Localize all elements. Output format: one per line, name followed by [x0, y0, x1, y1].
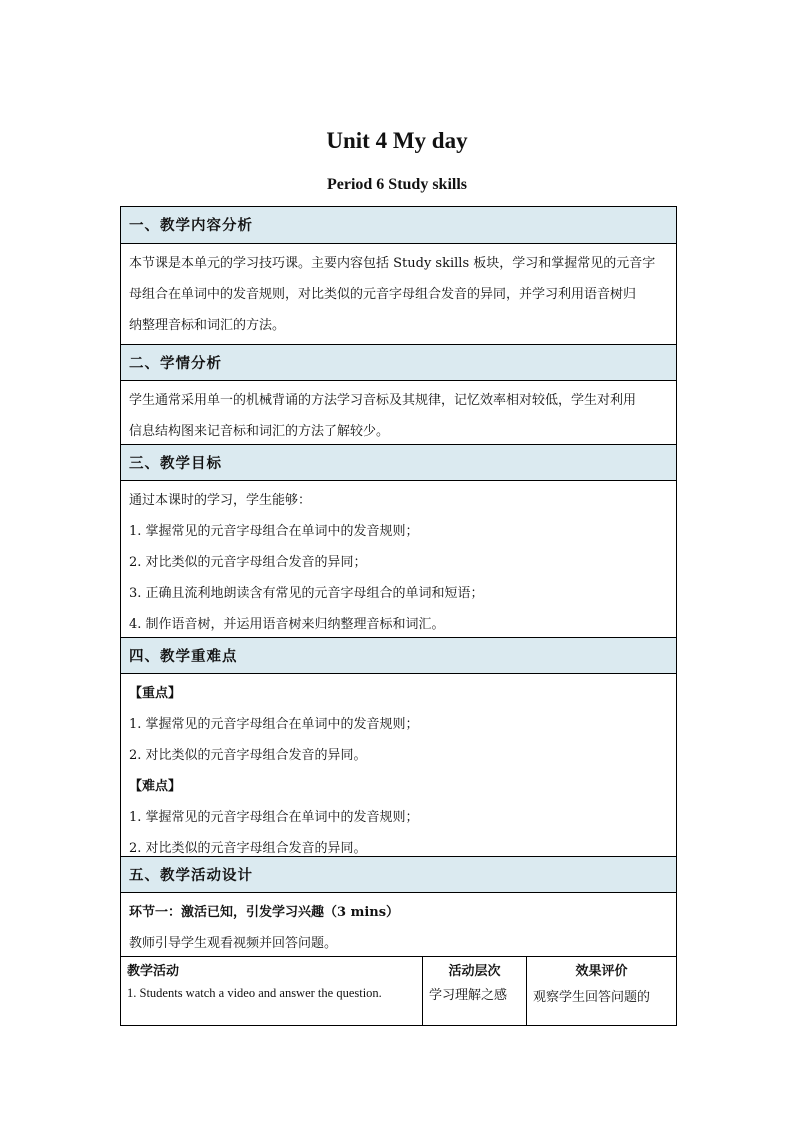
step-description: 教师引导学生观看视频并回答问题。 [129, 936, 338, 951]
text-line: 纳整理音标和词汇的方法。 [129, 318, 286, 333]
section-body-key-points [121, 673, 676, 856]
key-points-label: 【重点】 [129, 686, 182, 701]
activity-sub-table [121, 956, 676, 1025]
section-body-content-analysis [121, 243, 676, 344]
level-column-header: 活动层次 [448, 964, 501, 979]
key-point-item: 1. 掌握常见的元音字母组合在单词中的发音规则； [129, 717, 419, 732]
page-title: Unit 4 My day [326, 128, 468, 153]
evaluation-text: 观察学生回答问题的 [533, 990, 651, 1005]
section-heading-objectives: 三、教学目标 [121, 444, 676, 480]
activity-column [121, 957, 423, 1025]
step-title: 环节一：激活已知，引发学习兴趣（3 mins） [129, 905, 400, 920]
section-body-learner-analysis [121, 380, 676, 444]
lesson-plan-table [120, 206, 677, 1026]
objective-item: 3. 正确且流利地朗读含有常见的元音字母组合的单词和短语； [129, 586, 484, 601]
difficult-point-item: 1. 掌握常见的元音字母组合在单词中的发音规则； [129, 810, 419, 825]
activity-text: 1. Students watch a video and answer the question. [127, 986, 382, 1000]
objective-item: 2. 对比类似的元音字母组合发音的异同； [129, 555, 367, 570]
page-subtitle: Period 6 Study skills [326, 176, 468, 193]
difficult-points-label: 【难点】 [129, 779, 182, 794]
text-line: 信息结构图来记音标和词汇的方法了解较少。 [129, 424, 390, 439]
section-heading-key-points: 四、教学重难点 [121, 637, 676, 673]
text-line: 母组合在单词中的发音规则，对比类似的元音字母组合发音的异同，并学习利用语音树归 [129, 287, 637, 302]
section-body-activity-design [121, 892, 676, 956]
activity-column-header: 教学活动 [127, 964, 180, 979]
evaluation-column-header: 效果评价 [575, 964, 628, 979]
section-heading-activity-design: 五、教学活动设计 [121, 856, 676, 892]
evaluation-column [527, 957, 676, 1025]
section-heading-learner-analysis: 二、学情分析 [121, 344, 676, 380]
objective-item: 1. 掌握常见的元音字母组合在单词中的发音规则； [129, 524, 419, 539]
section-heading-content-analysis: 一、教学内容分析 [121, 207, 676, 243]
level-text: 学习理解之感 [429, 988, 508, 1003]
section-body-objectives [121, 480, 676, 637]
text-line: 通过本课时的学习，学生能够： [129, 493, 312, 508]
objective-item: 4. 制作语音树，并运用语音树来归纳整理音标和词汇。 [129, 617, 445, 632]
text-line: 本节课是本单元的学习技巧课。主要内容包括 Study skills 板块，学习和掌握常见的元音字 [129, 256, 656, 271]
text-line: 学生通常采用单一的机械背诵的方法学习音标及其规律，记忆效率相对较低，学生对利用 [129, 393, 637, 408]
key-point-item: 2. 对比类似的元音字母组合发音的异同。 [129, 748, 367, 763]
difficult-point-item: 2. 对比类似的元音字母组合发音的异同。 [129, 841, 367, 856]
level-column [423, 957, 527, 1025]
